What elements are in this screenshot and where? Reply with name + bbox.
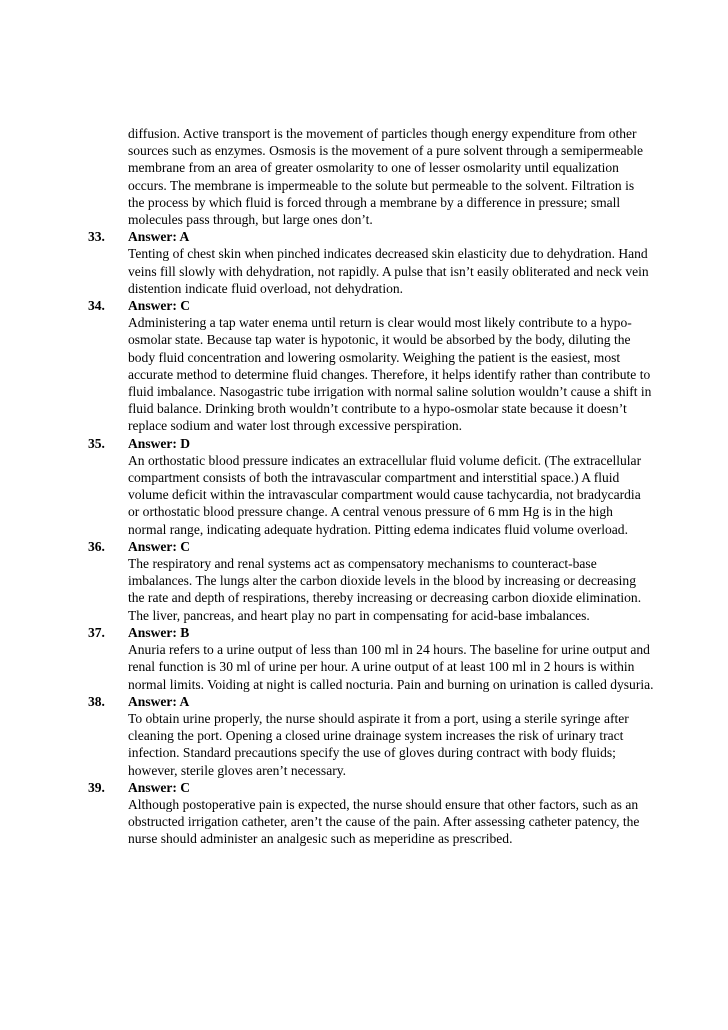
answer-item-33 [88,228,654,297]
answer-heading [88,538,654,555]
answer-heading [88,435,654,452]
answer-number: 38. [88,693,105,709]
answer-heading [88,779,654,796]
intro-paragraph: diffusion. Active transport is the movement of particles though energy expenditure from other sources such as enzymes. Osmosis is the movement of a pure solvent through a semipermeable membrane from an area of greater osmolarity to one of lesser osmolarity until equalization occurs. The membrane is impermeable to the solute but permeable to the solvent. Filtration is the process by which fluid is forced through a membrane by a difference in pressure; small molecules pass through, but large ones don’t. [128,126,644,228]
answer-item-37 [88,624,654,693]
answer-heading [88,297,654,314]
answer-explanation: Tenting of chest skin when pinched indicates decreased skin elasticity due to dehydration. Hand veins fill slowly with dehydration, not rapidly. A pulse that isn’t easily obliterated and neck vein distention indicate fluid overload, not dehydration. [128,246,649,296]
answer-label: Answer: C [128,538,191,554]
answer-item-39 [88,779,654,848]
answer-number: 36. [88,538,105,554]
answer-number: 39. [88,779,105,795]
answer-item-36 [88,538,654,624]
answer-number: 35. [88,435,105,451]
answer-label: Answer: C [128,298,191,314]
answer-label: Answer: A [128,693,190,709]
answer-explanation: Anuria refers to a urine output of less than 100 ml in 24 hours. The baseline for urine output and renal function is 30 ml of urine per hour. A urine output of at least 100 ml in 2 hours is within normal limits. Voiding at night is called nocturia. Pain and burning on urination is called dysuria. [128,642,654,692]
answer-explanation: The respiratory and renal systems act as compensatory mechanisms to counteract-base imbalances. The lungs alter the carbon dioxide levels in the blood by increasing or decreasing the rate and depth of respirations, thereby increasing or decreasing carbon dioxide elimination. The liver, pancreas, and heart play no part in compensating for acid-base imbalances. [128,556,642,623]
answer-label: Answer: A [128,229,190,245]
answer-explanation: To obtain urine properly, the nurse should aspirate it from a port, using a sterile syringe after cleaning the port. Opening a closed urine drainage system increases the risk of urinary tract infection. Standard precautions specify the use of gloves during contract with body fluids; however, sterile gloves aren’t necessary. [128,710,629,778]
answer-explanation: Administering a tap water enema until return is clear would most likely contribute to a hypo-osmolar state. Because tap water is hypotonic, it would be absorbed by the body, diluting the body fluid concentration and lowering osmolarity. Weighing the patient is the easiest, most accurate method to determine fluid changes. Therefore, it helps identify rather than contribute to fluid imbalance. Nasogastric tube irrigation with normal saline solution wouldn’t cause a shift in fluid balance. Drinking broth wouldn’t contribute to a hypo-osmolar state because it doesn’t replace sodium and water lost through excessive perspiration. [128,315,652,434]
answer-heading [88,693,654,710]
page-content [88,125,654,848]
answer-explanation: Although postoperative pain is expected, the nurse should ensure that other factors, such as an obstructed irrigation catheter, aren’t the cause of the pain. After assessing catheter patency, the nurse should administer an analgesic such as meperidine as prescribed. [128,796,640,847]
answer-item-35 [88,435,654,538]
answer-explanation: An orthostatic blood pressure indicates an extracellular fluid volume deficit. (The extracellular compartment consists of both the intravascular compartment and interstitial space.) A fluid volume deficit within the intravascular compartment would cause tachycardia, not bradycardia or orthostatic blood pressure change. A central venous pressure of 6 mm Hg is in the high normal range, indicating adequate hydration. Pitting edema indicates fluid volume overload. [128,452,642,537]
answer-heading [88,228,654,245]
answer-number: 37. [88,624,105,640]
answer-number: 33. [88,229,105,245]
answer-item-38 [88,693,654,779]
answer-label: Answer: C [128,779,191,795]
answer-heading [88,624,654,641]
answer-label: Answer: D [128,435,191,451]
answer-item-34 [88,297,654,435]
answer-number: 34. [88,298,105,314]
answer-label: Answer: B [128,624,190,640]
